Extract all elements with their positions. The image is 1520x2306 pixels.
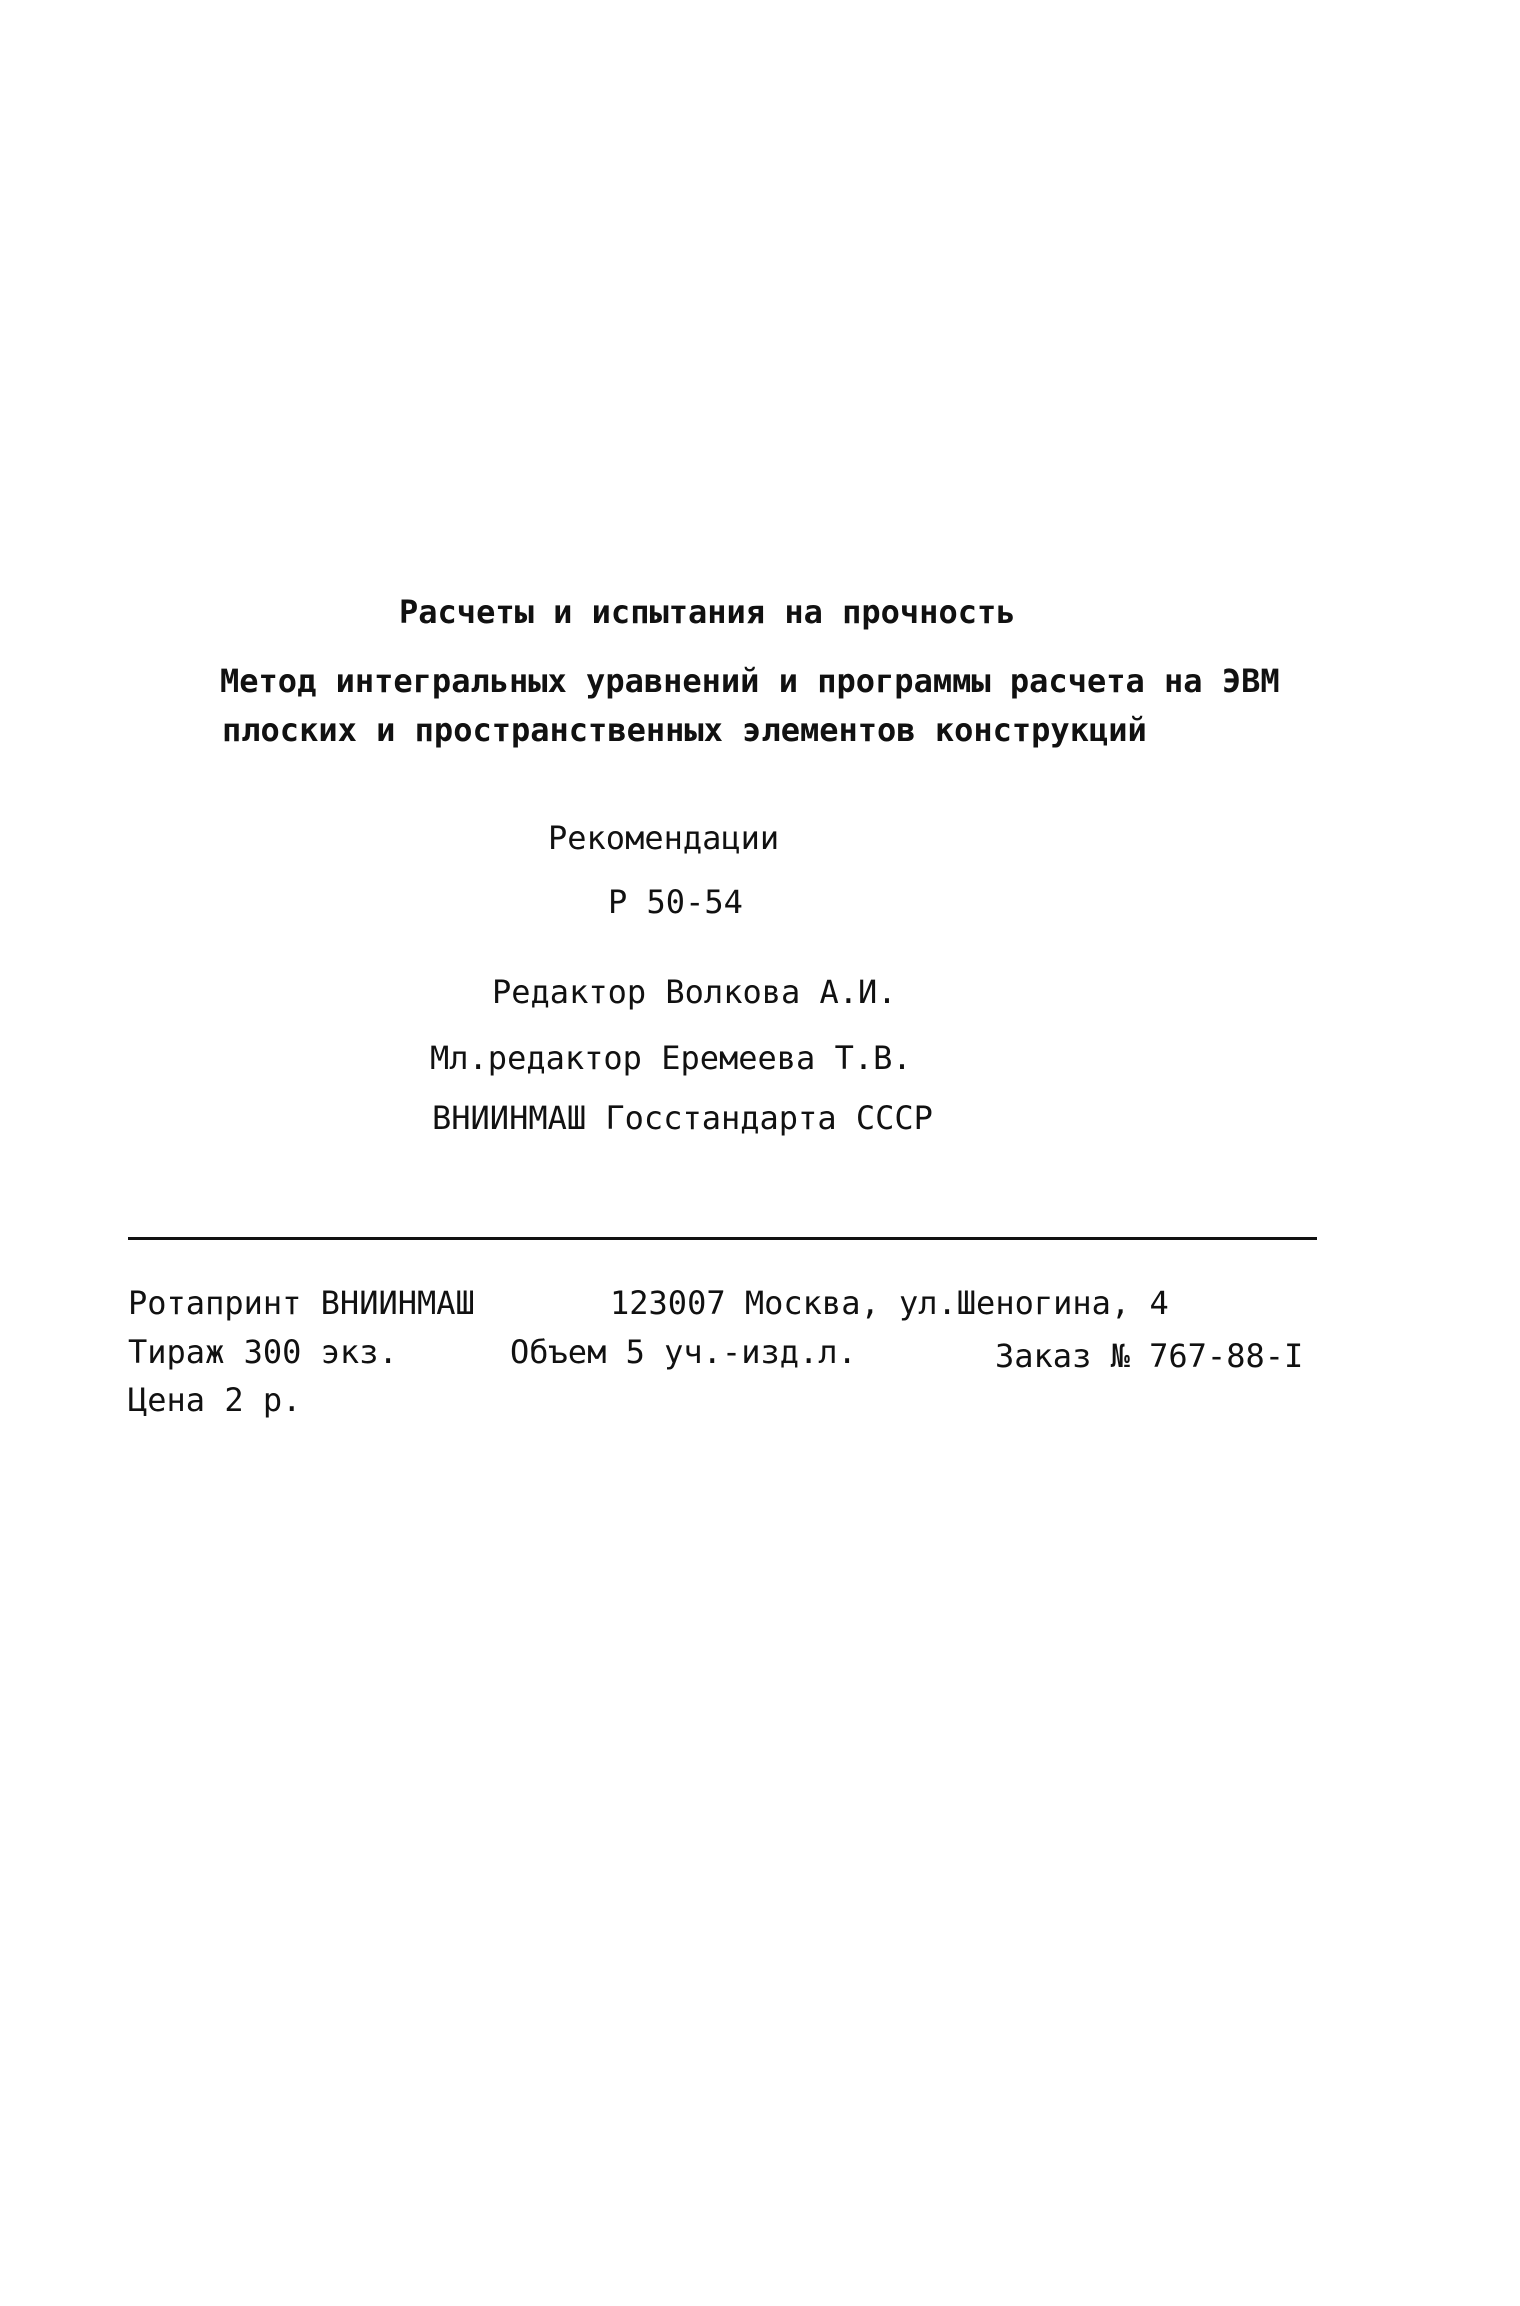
series-title: Расчеты и испытания на прочность [399,593,1016,631]
editor-credit: Редактор Волкова А.И. [492,973,897,1011]
imprint-volume: Объем 5 уч.-изд.л. [510,1333,857,1371]
publisher-credit: ВНИИНМАШ Госстандарта СССР [432,1099,933,1137]
document-type: Рекомендации [548,819,780,857]
document-title-line-2: плоских и пространственных элементов конструкций [222,711,1147,749]
imprint-price: Цена 2 р. [128,1381,302,1419]
document-title-line-1: Метод интегральных уравнений и программы расчета на ЭВМ [220,662,1280,700]
imprint-print-run: Тираж 300 экз. [128,1333,398,1371]
imprint-order: Заказ № 767-88-I [995,1337,1304,1375]
imprint-address: 123007 Москва, ул.Шеногина, 4 [610,1284,1169,1322]
junior-editor-credit: Мл.редактор Еремеева Т.В. [430,1039,912,1077]
divider-rule [128,1237,1317,1240]
imprint-printer: Ротапринт ВНИИНМАШ [128,1284,475,1322]
document-number: Р 50-54 [608,883,743,921]
